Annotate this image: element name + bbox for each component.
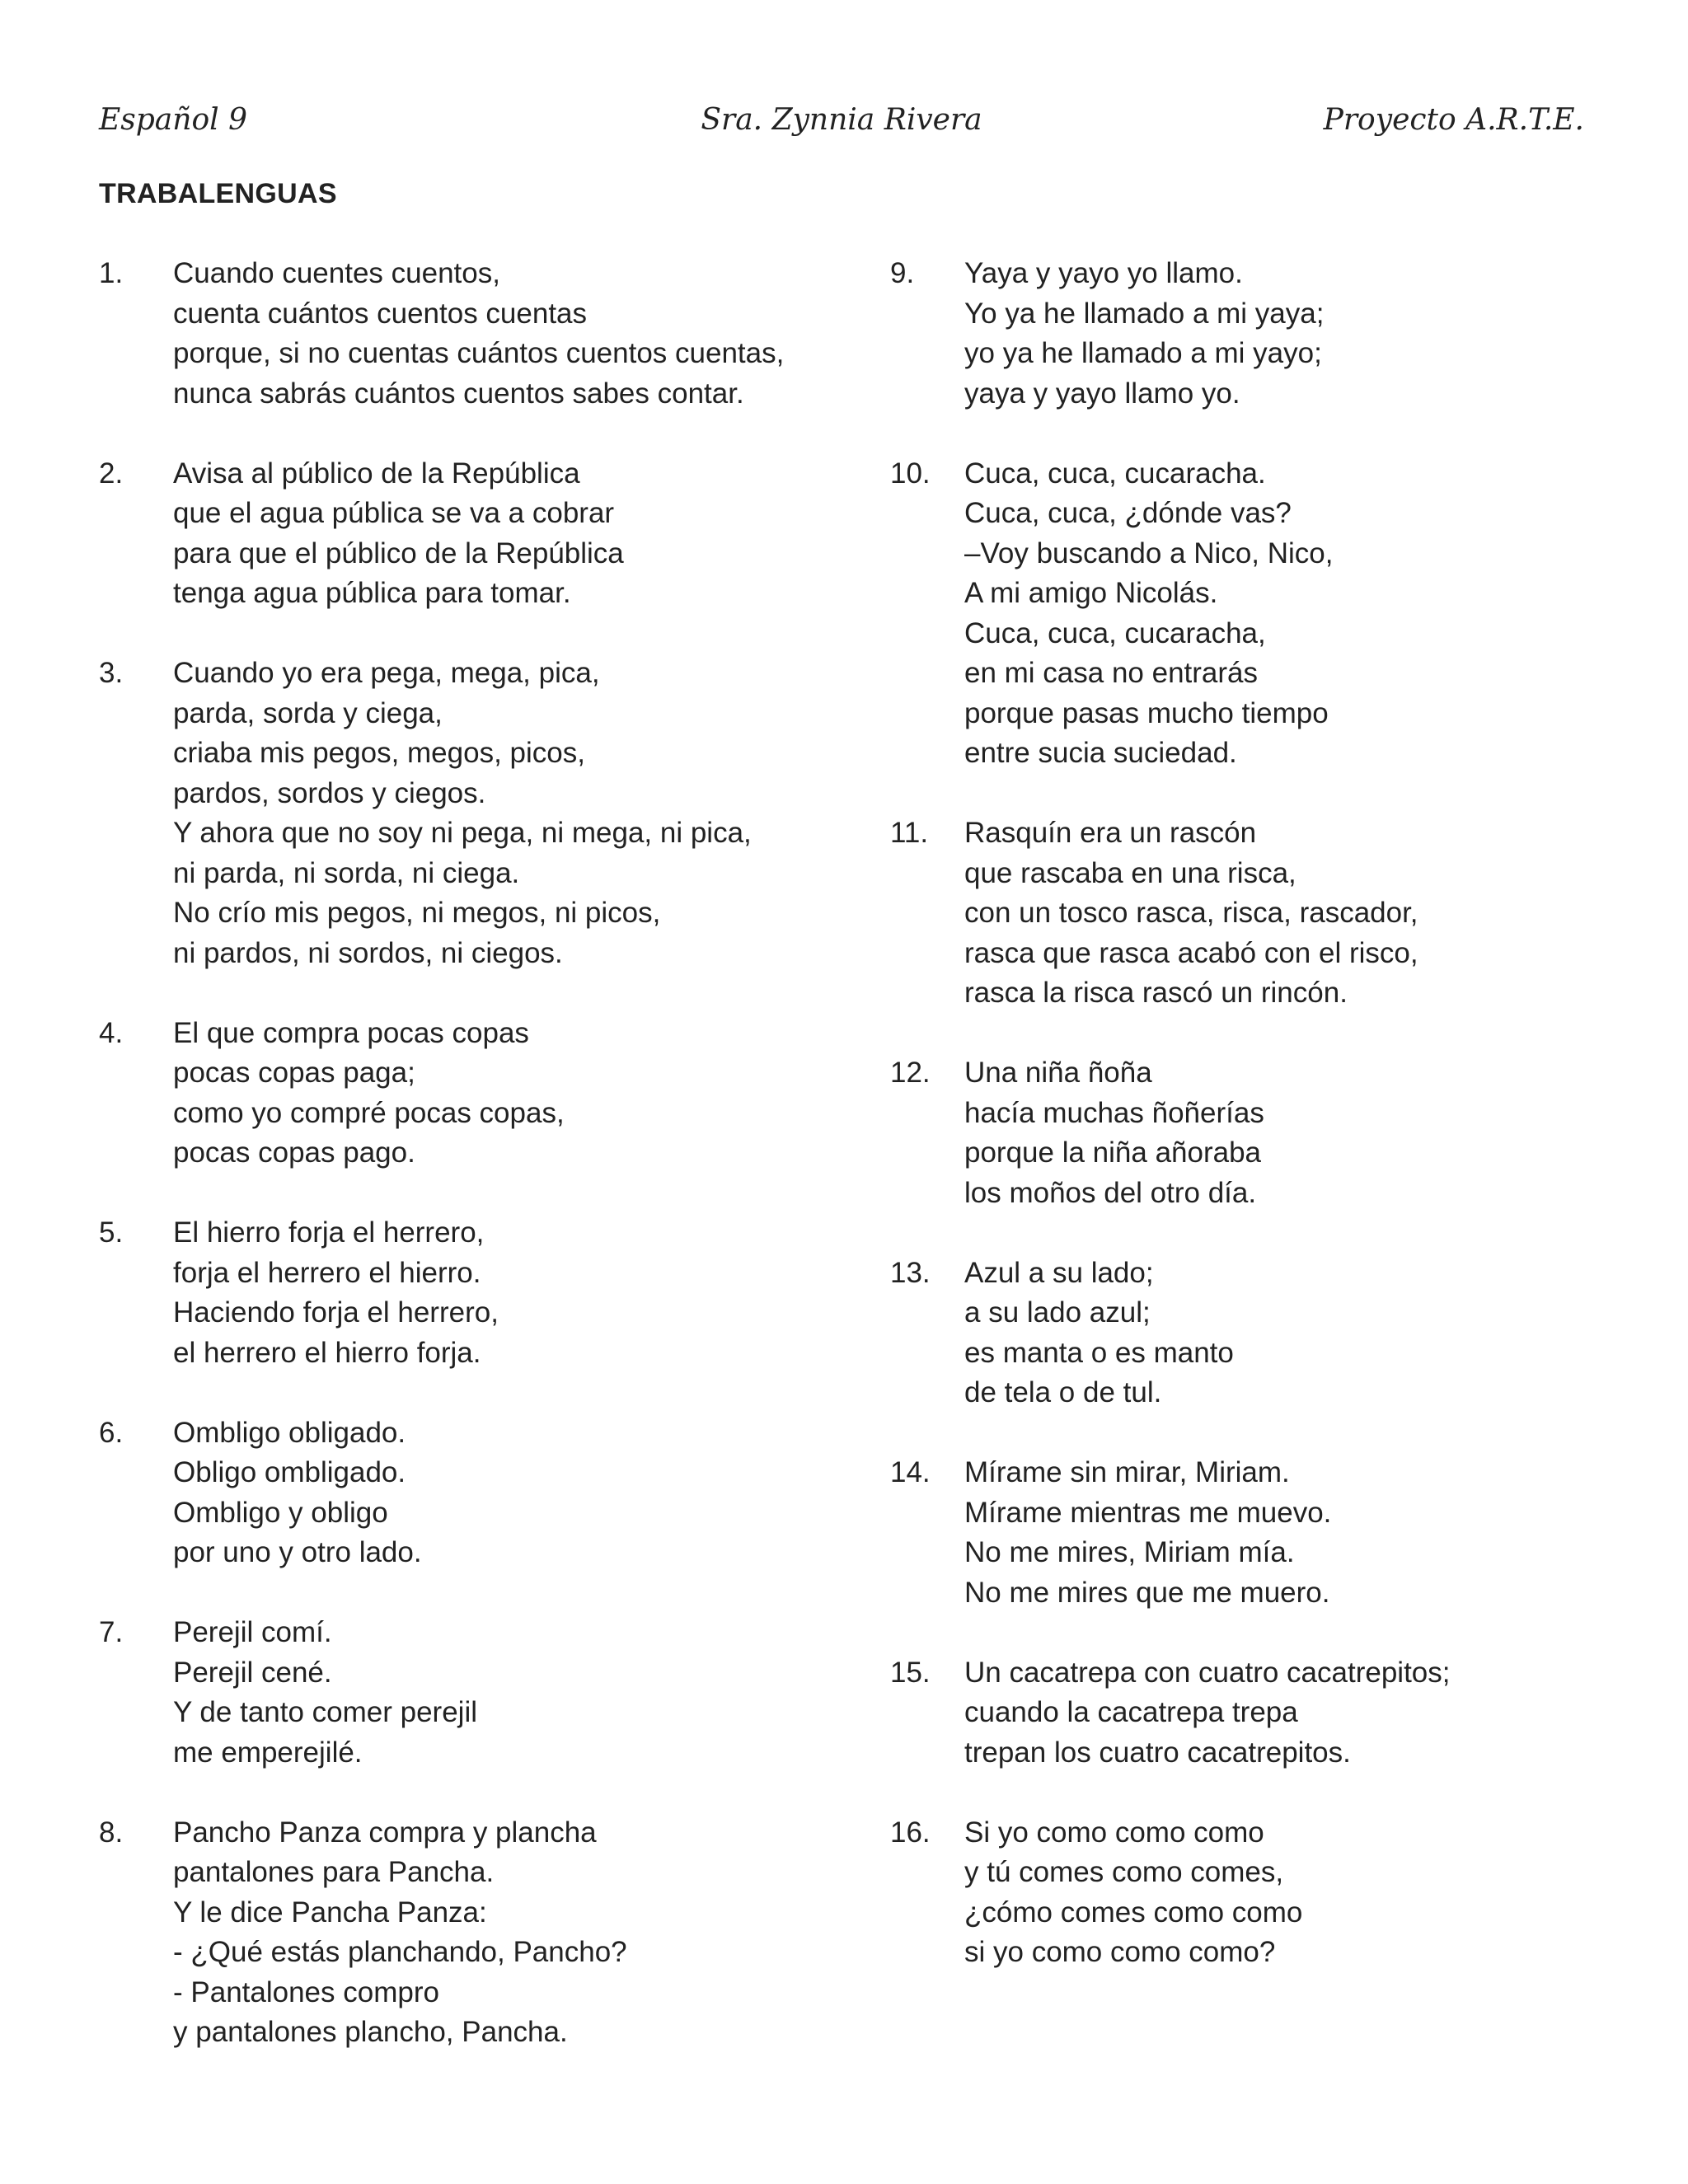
page-header [99,97,1584,143]
tongue-twister-line: Pancho Panza compra y plancha [173,1816,597,1849]
tongue-twister-line: No me mires que me muero. [964,1576,1330,1609]
tongue-twister-line: Rasquín era un rascón [964,817,1257,849]
tongue-twister-line: Perejil comí. [173,1616,332,1648]
tongue-twister-number: 13. [890,1256,931,1289]
tongue-twister-12 [890,1053,1599,1213]
tongue-twister-text [173,254,841,414]
tongue-twister-line: No crío mis pegos, ni megos, ni picos, [173,897,661,929]
tongue-twister-14 [890,1453,1599,1613]
tongue-twister-line: ¿cómo comes como como [964,1896,1303,1929]
tongue-twister-line: Mírame mientras me muevo. [964,1496,1332,1529]
tongue-twister-line: a su lado azul; [964,1296,1151,1329]
tongue-twister-line: forja el herrero el hierro. [173,1256,481,1289]
tongue-twister-line: Y le dice Pancha Panza: [173,1896,487,1929]
tongue-twister-number: 6. [99,1416,124,1449]
tongue-twister-1 [99,254,841,414]
tongue-twister-text [173,654,841,973]
tongue-twister-number: 8. [99,1816,124,1849]
tongue-twister-line: por uno y otro lado. [173,1536,422,1568]
tongue-twister-8 [99,1813,841,2053]
tongue-twister-15 [890,1653,1599,1774]
tongue-twister-line: entre sucia suciedad. [964,737,1237,769]
tongue-twister-line: Si yo como como como [964,1816,1264,1849]
tongue-twister-5 [99,1213,841,1373]
tongue-twister-text [173,1613,841,1773]
tongue-twister-line: y tú comes como comes, [964,1856,1284,1888]
tongue-twister-line: Haciendo forja el herrero, [173,1296,499,1329]
tongue-twister-number: 5. [99,1216,124,1249]
tongue-twister-11 [890,813,1599,1014]
tongue-twister-number: 15. [890,1656,931,1689]
tongue-twister-line: que el agua pública se va a cobrar [173,497,615,529]
document-title: TRABALENGUAS [99,178,337,209]
tongue-twister-line: yaya y yayo llamo yo. [964,377,1240,410]
tongue-twister-number: 7. [99,1616,124,1648]
tongue-twister-line: parda, sorda y ciega, [173,696,443,729]
tongue-twister-line: El que compra pocas copas [173,1016,529,1049]
tongue-twister-text [964,1813,1599,1973]
tongue-twister-line: pantalones para Pancha. [173,1856,495,1888]
tongue-twister-line: criaba mis pegos, megos, picos, [173,737,585,769]
tongue-twister-line: porque, si no cuentas cuántos cuentos cuentas, [173,337,785,369]
tongue-twister-line: Avisa al público de la República [173,457,580,490]
tongue-twister-line: nunca sabrás cuántos cuentos sabes contar. [173,377,744,410]
tongue-twister-line: para que el público de la República [173,537,624,569]
tongue-twister-line: me emperejilé. [173,1736,363,1769]
tongue-twister-text [173,1813,841,2053]
tongue-twister-line: Cuca, cuca, cucaracha, [964,616,1266,649]
tongue-twister-line: ni pardos, ni sordos, ni ciegos. [173,936,563,969]
tongue-twister-line: El hierro forja el herrero, [173,1216,485,1249]
tongue-twister-line: pardos, sordos y ciegos. [173,776,486,809]
tongue-twister-6 [99,1413,841,1573]
header-course: Español 9 [99,103,247,137]
tongue-twister-line: Cuando cuentes cuentos, [173,257,500,289]
tongue-twister-number: 12. [890,1057,931,1089]
tongue-twister-number: 10. [890,457,931,490]
tongue-twister-7 [99,1613,841,1773]
tongue-twister-line: el herrero el hierro forja. [173,1336,481,1369]
tongue-twister-line: pocas copas paga; [173,1057,415,1089]
tongue-twister-line: como yo compré pocas copas, [173,1096,565,1129]
tongue-twister-line: Y de tanto comer perejil [173,1696,478,1728]
tongue-twister-number: 9. [890,257,915,289]
header-teacher: Sra. Zynnia Rivera [701,103,982,137]
tongue-twister-line: es manta o es manto [964,1336,1234,1369]
left-column [99,254,841,2093]
tongue-twister-line: si yo como como como? [964,1936,1276,1968]
tongue-twister-line: cuando la cacatrepa trepa [964,1696,1298,1728]
tongue-twister-line: en mi casa no entrarás [964,657,1259,689]
tongue-twister-line: Ombligo y obligo [173,1496,388,1529]
tongue-twister-line: cuenta cuántos cuentos cuentas [173,297,588,330]
tongue-twister-line: A mi amigo Nicolás. [964,577,1218,609]
header-project: Proyecto A.R.T.E. [1323,103,1584,137]
tongue-twister-line: - ¿Qué estás planchando, Pancho? [173,1936,627,1968]
tongue-twister-line: - Pantalones compro [173,1975,439,2008]
tongue-twister-number: 2. [99,457,124,490]
tongue-twister-number: 14. [890,1456,931,1488]
right-column [890,254,1599,2013]
tongue-twister-4 [99,1014,841,1174]
tongue-twister-line: Cuando yo era pega, mega, pica, [173,657,600,689]
tongue-twister-16 [890,1813,1599,1973]
tongue-twister-line: yo ya he llamado a mi yayo; [964,337,1322,369]
tongue-twister-9 [890,254,1599,414]
tongue-twister-line: Perejil cené. [173,1656,332,1689]
tongue-twister-text [964,1653,1599,1774]
tongue-twister-13 [890,1254,1599,1413]
tongue-twister-line: los moños del otro día. [964,1176,1257,1209]
tongue-twister-number: 3. [99,657,124,689]
tongue-twister-line: –Voy buscando a Nico, Nico, [964,537,1334,569]
tongue-twister-text [964,1453,1599,1613]
tongue-twister-line: porque la niña añoraba [964,1137,1262,1169]
tongue-twister-text [173,1014,841,1174]
tongue-twister-line: trepan los cuatro cacatrepitos. [964,1736,1351,1769]
tongue-twister-line: Obligo ombligado. [173,1456,406,1488]
tongue-twister-text [173,1213,841,1373]
tongue-twister-text [173,454,841,614]
tongue-twister-line: Yo ya he llamado a mi yaya; [964,297,1325,330]
tongue-twister-text [964,1254,1599,1413]
tongue-twister-line: Y ahora que no soy ni pega, ni mega, ni pica, [173,817,752,849]
tongue-twister-text [173,1413,841,1573]
tongue-twister-line: No me mires, Miriam mía. [964,1536,1295,1568]
tongue-twister-line: rasca la risca rascó un rincón. [964,977,1348,1009]
tongue-twister-text [964,1053,1599,1213]
tongue-twister-line: Mírame sin mirar, Miriam. [964,1456,1290,1488]
tongue-twister-line: ni parda, ni sorda, ni ciega. [173,856,520,889]
tongue-twister-text [964,254,1599,414]
tongue-twister-10 [890,454,1599,774]
tongue-twister-line: Un cacatrepa con cuatro cacatrepitos; [964,1656,1451,1689]
tongue-twister-number: 1. [99,257,124,289]
tongue-twister-line: porque pasas mucho tiempo [964,696,1329,729]
tongue-twister-line: pocas copas pago. [173,1137,415,1169]
tongue-twister-line: Azul a su lado; [964,1256,1154,1289]
tongue-twister-number: 11. [890,817,929,849]
tongue-twister-line: hacía muchas ñoñerías [964,1096,1264,1129]
tongue-twister-line: de tela o de tul. [964,1376,1162,1408]
tongue-twister-number: 4. [99,1016,124,1049]
tongue-twister-number: 16. [890,1816,931,1849]
tongue-twister-3 [99,654,841,973]
tongue-twister-text [964,454,1599,774]
tongue-twister-line: que rascaba en una risca, [964,856,1296,889]
tongue-twister-2 [99,454,841,614]
tongue-twister-line: con un tosco rasca, risca, rascador, [964,897,1418,929]
tongue-twister-line: Ombligo obligado. [173,1416,406,1449]
tongue-twister-text [964,813,1599,1014]
tongue-twister-line: rasca que rasca acabó con el risco, [964,936,1418,969]
tongue-twister-line: y pantalones plancho, Pancha. [173,2016,568,2048]
tongue-twister-line: Una niña ñoña [964,1057,1152,1089]
tongue-twister-line: Yaya y yayo yo llamo. [964,257,1243,289]
tongue-twister-line: Cuca, cuca, cucaracha. [964,457,1266,490]
tongue-twister-line: Cuca, cuca, ¿dónde vas? [964,497,1292,529]
tongue-twister-line: tenga agua pública para tomar. [173,577,571,609]
